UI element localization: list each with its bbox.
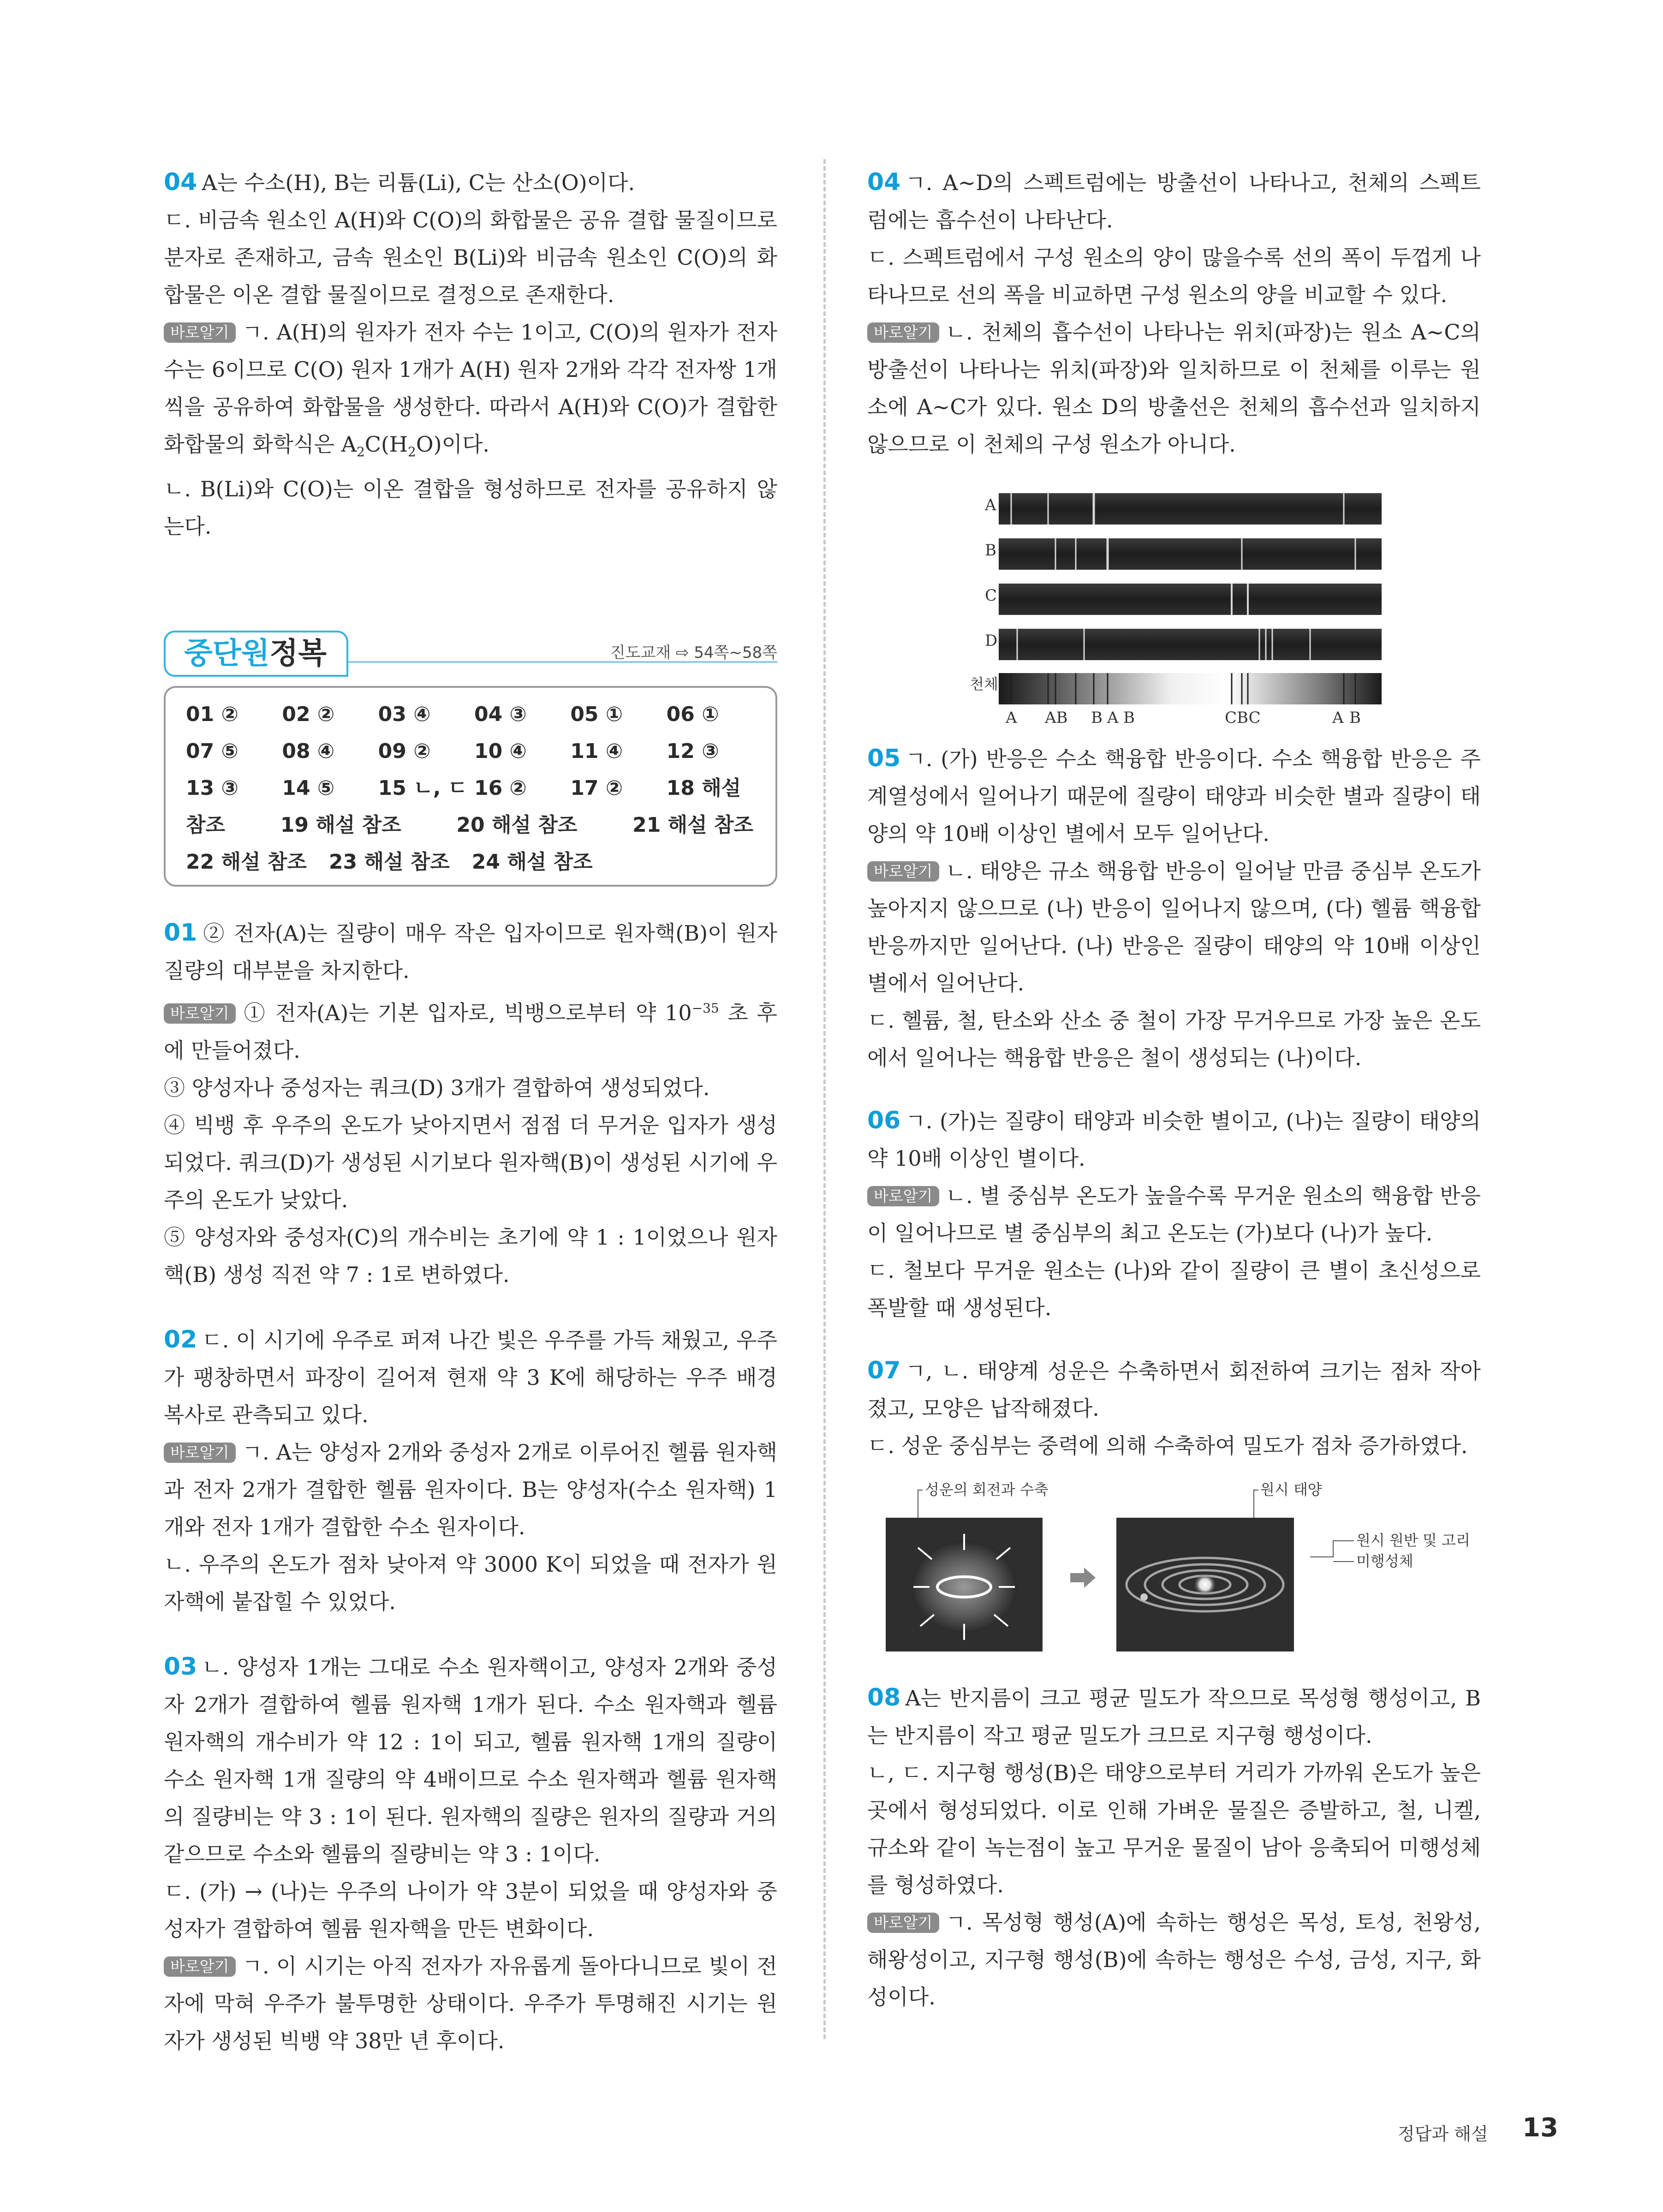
svg-text:B: B xyxy=(1123,709,1135,727)
explanation-text: ㄷ. 성운 중심부는 중력에 의해 수축하여 밀도가 점차 증가하였다. xyxy=(867,1433,1468,1458)
barroalgi-tag: 바로알기 xyxy=(164,322,236,343)
barroalgi-tag: 바로알기 xyxy=(867,861,939,882)
question-number: 04 xyxy=(867,168,901,196)
explanation-text: ㄱ. A∼D의 스펙트럼에는 방출선이 나타나고, 천체의 스펙트럼에는 흡수선이 나타난다. xyxy=(867,170,1481,233)
explanation-text: ㄱ. A는 양성자 2개와 중성자 2개로 이루어진 헬륨 원자핵과 전자 2개가 결합한 헬륨 원자이다. B는 양성자(수소 원자핵) 1개와 전자 1개가 결합한 수소 원자이다. xyxy=(164,1439,777,1539)
explanation-text: ㄴ. 별 중심부 온도가 높을수록 무거운 원소의 핵융합 반응이 일어나므로 별 중심부의 최고 온도는 (가)보다 (나)가 높다. xyxy=(867,1183,1481,1246)
left-column xyxy=(164,164,777,2060)
barroalgi-tag: 바로알기 xyxy=(164,1443,236,1463)
answer-row: 01 ② 02 ② 03 ④ 04 ③ 05 ① 06 ① xyxy=(186,703,719,727)
barroalgi-tag: 바로알기 xyxy=(867,1186,939,1206)
explanation-text: ㄷ. 비금속 원소인 A(H)와 C(O)의 화합물은 공유 결합 물질이므로 분자로 존재하고, 금속 원소인 B(Li)와 비금속 원소인 C(O)의 화합물은 이온 결합 물질이므로 결정으로 존재한다. xyxy=(164,208,777,307)
explanation-text: ㄷ. 철보다 무거운 원소는 (나)와 같이 질량이 큰 별이 초신성으로 폭발할 때 생성된다. xyxy=(867,1258,1481,1320)
svg-text:A: A xyxy=(1107,709,1119,727)
explanation-text: ㄷ. (가) → (나)는 우주의 나이가 약 3분이 되었을 때 양성자와 중성자가 결합하여 헬륨 원자핵을 만든 변화이다. xyxy=(164,1878,777,1941)
explanation-text: ㄴ. 천체의 흡수선이 나타나는 위치(파장)는 원소 A∼C의 방출선이 나타나는 위치(파장)와 일치하므로 이 천체를 이루는 원소에 A∼C가 있다. 원소 D의 방출선은 천체의 흡수선과 일치하지 않으므로 이 천체의 구성 원소가 아니다. xyxy=(867,320,1481,457)
label-protodisk: 원시 원반 및 고리 xyxy=(1356,1532,1470,1549)
explanation-text: ② 전자(A)는 질량이 매우 작은 입자이므로 원자핵(B)이 원자 질량의 대부분을 차지한다. xyxy=(164,921,777,984)
question-number: 06 xyxy=(867,1107,901,1134)
answer-07 xyxy=(867,1352,1481,1465)
question-number: 07 xyxy=(867,1357,901,1384)
question-number: 02 xyxy=(164,1325,197,1353)
explanation-text: ㄴ, ㄷ. 지구형 행성(B)은 태양으로부터 거리가 가까워 온도가 높은 곳에서 형성되었다. 이로 인해 가벼운 물질은 증발하고, 철, 니켈, 규소와 같이 녹는점이 높고 무거운 물질이 남아 응축되어 미행성체를 형성하였다. xyxy=(867,1760,1481,1897)
planetesimal-icon xyxy=(1140,1593,1148,1601)
solar-nebula-figure xyxy=(867,1476,1481,1661)
barroalgi-tag: 바로알기 xyxy=(867,322,939,343)
explanation-text: ㄱ. A(H)의 원자가 전자 수는 1이고, C(O)의 원자가 전자 수는 6이므로 C(O) 원자 1개가 A(H) 원자 2개와 각각 전자쌍 1개씩을 공유하여 화합물을 생성한다. 따라서 A(H)와 C(O)가 결합한 화합물의 화학식은 $A_2C(H_2O)$이다. xyxy=(164,320,777,460)
explanation-text: ㄴ. 우주의 온도가 점차 낮아져 약 3000 K이 되었을 때 전자가 원자핵에 붙잡힐 수 있었다. xyxy=(164,1551,777,1614)
svg-text:AB: AB xyxy=(1045,709,1068,727)
answer-05 xyxy=(867,740,1481,1077)
column-divider xyxy=(823,159,826,2039)
spectrum-label-b: B xyxy=(985,541,996,560)
answer-03 xyxy=(164,1648,777,2060)
question-number: 05 xyxy=(867,745,901,772)
barroalgi-tag: 바로알기 xyxy=(164,1003,236,1024)
question-number: 03 xyxy=(164,1652,197,1681)
svg-text:CBC: CBC xyxy=(1225,709,1261,727)
explanation-text: ⑤ 양성자와 중성자(C)의 개수비는 초기에 약 1 : 1이었으나 원자핵(B) 생성 직전 약 7 : 1로 변하였다. xyxy=(164,1224,777,1287)
answer-key-body xyxy=(164,686,777,887)
explanation-text: ④ 빅뱅 후 우주의 온도가 낮아지면서 점점 더 무거운 입자가 생성되었다. 쿼크(D)가 생성된 시기보다 원자핵(B)이 생성된 시기에 우주의 온도가 낮았다. xyxy=(164,1112,777,1212)
explanation-text: ㄴ. B(Li)와 C(O)는 이온 결합을 형성하므로 전자를 공유하지 않는다. xyxy=(164,477,777,539)
explanation-text: A는 반지름이 크고 평균 밀도가 작으므로 목성형 행성이고, B는 반지름이 작고 평균 밀도가 크므로 지구형 행성이다. xyxy=(867,1686,1481,1748)
svg-text:B: B xyxy=(1091,709,1103,727)
svg-text:B: B xyxy=(1349,709,1361,727)
question-number: 04 xyxy=(164,168,197,196)
explanation-text: ㄱ. 목성형 행성(A)에 속하는 행성은 목성, 토성, 천왕성, 해왕성이고, 지구형 행성(B)에 속하는 행성은 수성, 금성, 지구, 화성이다. xyxy=(867,1910,1481,2009)
spectrum-label-a: A xyxy=(985,496,996,514)
explanation-text: ㄱ. (가) 반응은 수소 핵융합 반응이다. 수소 핵융합 반응은 주계열성에서 일어나기 때문에 질량이 태양과 비슷한 별과 질량이 태양의 약 10배 이상인 별에서 모두 일어난다. xyxy=(867,746,1481,846)
spectrum-band-a xyxy=(999,493,1382,525)
solar-nebula-diagram xyxy=(867,1476,1481,1661)
spectrum-diagram xyxy=(867,463,1481,740)
answer-key-box xyxy=(164,631,777,894)
spectrum-label-celestial: 천체 xyxy=(970,675,998,693)
explanation-text: ㄷ. 스펙트럼에서 구성 원소의 양이 많을수록 선의 폭이 두껍게 나타나므로 선의 폭을 비교하면 구성 원소의 양을 비교할 수 있다. xyxy=(867,245,1481,307)
explanation-text: ㄱ. 이 시기는 아직 전자가 자유롭게 돌아다니므로 빛이 전자에 막혀 우주가 불투명한 상태이다. 우주가 투명해진 시기는 원자가 생성된 빅뱅 약 38만 년 후이다. xyxy=(164,1953,777,2053)
barroalgi-tag: 바로알기 xyxy=(164,1956,236,1977)
explanation-text: A는 수소(H), B는 리튬(Li), C는 산소(O)이다. xyxy=(202,170,635,195)
label-nebula-rotation: 성운의 회전과 수축 xyxy=(925,1481,1049,1498)
footer-section-label: 정답과 해설 xyxy=(1398,2124,1488,2144)
process-arrow-icon xyxy=(1070,1568,1096,1588)
answer-key-title: 중단원정복 xyxy=(164,631,348,677)
explanation-text: ㄴ. 태양은 규소 핵융합 반응이 일어날 만큼 중심부 온도가 높아지지 않으므로 (나) 반응이 일어나지 않으며, (다) 헬륨 핵융합 반응까지만 일어난다. (나) 반응은 질량이 태양의 약 10배 이상인 별에서 일어난다. xyxy=(867,859,1481,996)
spectrum-band-d xyxy=(999,629,1382,660)
spectrum-label-c: C xyxy=(985,586,997,605)
label-planetesimal: 미행성체 xyxy=(1356,1552,1413,1570)
answer-08 xyxy=(867,1679,1481,2016)
question-number: 08 xyxy=(867,1684,901,1711)
answer-04-right xyxy=(867,164,1481,463)
explanation-text: ㄱ. (가)는 질량이 태양과 비슷한 별이고, (나)는 질량이 태양의 약 10배 이상인 별이다. xyxy=(867,1109,1481,1171)
spectrum-figure xyxy=(867,463,1481,740)
answer-02 xyxy=(164,1321,777,1621)
spectrum-band-c xyxy=(999,584,1382,615)
svg-text:A: A xyxy=(1006,709,1017,727)
answer-04-left xyxy=(164,164,777,545)
svg-text:A: A xyxy=(1332,709,1344,727)
explanation-text: ㄷ. 헬륨, 철, 탄소와 산소 중 철이 가장 무거우므로 가장 높은 온도에서 일어나는 핵융합 반응은 철이 생성되는 (나)이다. xyxy=(867,1008,1481,1070)
explanation-text: ㄱ, ㄴ. 태양계 성운은 수축하면서 회전하여 크기는 점차 작아졌고, 모양은 납작해졌다. xyxy=(867,1359,1481,1421)
textbook-page-reference: 진도교재 ⇨ 54쪽∼58쪽 xyxy=(610,644,777,662)
answer-row: 22 해설 참조 23 해설 참조 24 해설 참조 xyxy=(186,850,593,874)
answer-row: 07 ⑤ 08 ④ 09 ② 10 ④ 11 ④ 12 ③ xyxy=(186,739,719,763)
spectrum-label-d: D xyxy=(985,632,998,650)
answer-01: 01 ② 전자(A)는 질량이 매우 작은 입자이므로 원자핵(B)이 원자 질량의 대부분을 차지한다. 바로알기 ① 전자(A)는 기본 입자로, 빅뱅으로부터 약 $10^{-35}$ 초 후에 만들어졌다. ③ 양성자나 중성자는 쿼크(D) 3개가 결합하여 생성되었다. ④ 빅뱅 후 우주의 온도가 낮아지면서 점점 더 무거운 입자가 생성되었다. 쿼크(D)가 생성된 시기보다 원자핵(B)이 생성된 시기에 우주의 온도가 낮았다. ⑤ 양성자와 중성자(C)의 개수비는 초기에 약 1 : 1이었으나 원자핵(B) 생성 직전 약 7 : 1로 변하였다. xyxy=(164,914,777,1293)
protosun-icon xyxy=(1194,1574,1216,1596)
question-number: 01 xyxy=(164,919,197,947)
page-number: 13 xyxy=(1522,2113,1558,2143)
barroalgi-tag: 바로알기 xyxy=(867,1913,939,1933)
answer-06 xyxy=(867,1102,1481,1327)
answer-row: 참조 19 해설 참조 20 해설 참조 21 해설 참조 xyxy=(186,813,753,837)
right-column xyxy=(867,164,1481,2016)
label-protosun: 원시 태양 xyxy=(1260,1481,1322,1498)
spectrum-line-labels xyxy=(1005,709,1361,727)
explanation-text: ㄴ. 양성자 1개는 그대로 수소 원자핵이고, 양성자 2개와 중성자 2개가 결합하여 헬륨 원자핵 1개가 된다. 수소 원자핵과 헬륨 원자핵의 개수비가 약 12 : 1이 되고, 헬륨 원자핵 1개의 질량이 수소 원자핵 1개 질량의 약 4배이므로 수소 원자핵과 헬륨 원자핵의 질량비는 약 3 : 1이 된다. 원자핵의 질량은 원자의 질량과 거의 같으므로 수소와 헬륨의 질량비는 약 3 : 1이다. xyxy=(164,1654,777,1866)
explanation-text: ③ 양성자나 중성자는 쿼크(D) 3개가 결합하여 생성되었다. xyxy=(164,1075,710,1100)
explanation-text: ㄷ. 이 시기에 우주로 퍼져 나간 빛은 우주를 가득 채웠고, 우주가 팽창하면서 파장이 길어져 현재 약 3 K에 해당하는 우주 배경 복사로 관측되고 있다. xyxy=(164,1327,777,1427)
answer-row: 13 ③ 14 ⑤ 15 ㄴ, ㄷ 16 ② 17 ② 18 해설 xyxy=(186,776,741,800)
